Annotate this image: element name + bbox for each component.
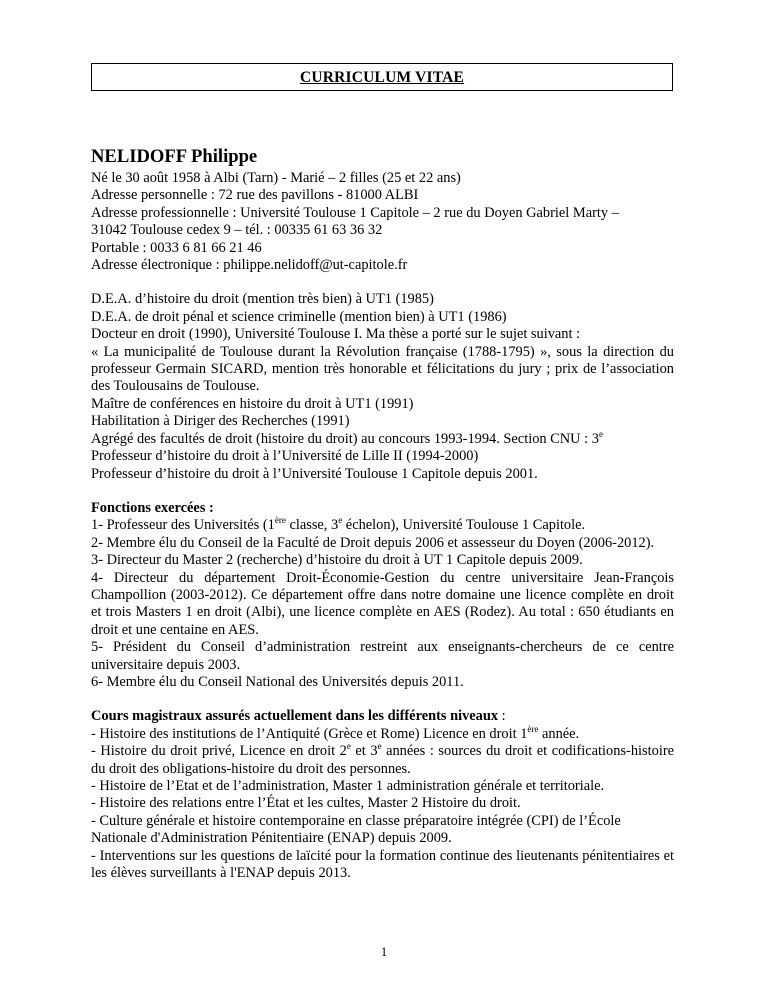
professional-address-line-2: 31042 Toulouse cedex 9 – tél. : 00335 61 63 36 32 bbox=[91, 222, 383, 239]
email-address: Adresse électronique : philippe.nelidoff@ut-capitole.fr bbox=[91, 257, 408, 274]
professional-address-line-1: Adresse professionnelle : Université Toulouse 1 Capitole – 2 rue du Doyen Gabriel Marty – bbox=[91, 204, 619, 221]
education-agrege-text: Agrégé des facultés de droit (histoire du droit) au concours 1993-1994. Section CNU : 3 bbox=[91, 430, 599, 447]
education-doctorate: Docteur en droit (1990), Université Toulouse I. Ma thèse a porté sur le sujet suivant : bbox=[91, 326, 581, 343]
courses-heading-colon: : bbox=[498, 708, 506, 725]
education-toulouse: Professeur d’histoire du droit à l’Université Toulouse 1 Capitole depuis 2001. bbox=[91, 465, 538, 482]
functions-heading bbox=[91, 500, 674, 517]
spacer bbox=[91, 274, 674, 291]
mobile-phone: Portable : 0033 6 81 66 21 46 bbox=[91, 239, 262, 256]
birth-line: Né le 30 août 1958 à Albi (Tarn) - Marié – 2 filles (25 et 22 ans) bbox=[91, 170, 461, 186]
cv-body bbox=[91, 146, 674, 882]
personal-address: Adresse personnelle : 72 rue des pavillons - 81000 ALBI bbox=[91, 187, 419, 204]
courses-heading-text: Cours magistraux assurés actuellement dans les différents niveaux bbox=[91, 708, 499, 725]
course-item-2-a: - Histoire du droit privé, Licence en droit 2 bbox=[91, 743, 347, 760]
education-lille: Professeur d’histoire du droit à l’Université de Lille II (1994-2000) bbox=[91, 448, 479, 465]
superscript: ère bbox=[274, 515, 286, 526]
course-item-5-line-1: - Culture générale et histoire contemporaine en classe préparatoire intégrée (CPI) de l’École bbox=[91, 812, 621, 829]
function-item-2: 2- Membre élu du Conseil de la Faculté de Droit depuis 2006 et assesseur du Doyen (2006-2012). bbox=[91, 534, 655, 551]
course-item-4: - Histoire des relations entre l’État et les cultes, Master 2 Histoire du droit. bbox=[91, 795, 521, 812]
course-item-1-b: année. bbox=[538, 725, 580, 742]
document-title: CURRICULUM VITAE bbox=[91, 63, 673, 91]
function-item-5: 5- Président du Conseil d’administration restreint aux enseignants-chercheurs de ce centre universitaire depuis 2003. bbox=[91, 639, 674, 673]
superscript: ère bbox=[527, 723, 539, 734]
spacer bbox=[91, 691, 674, 708]
function-item-4: 4- Directeur du département Droit-Économie-Gestion du centre universitaire Jean-François Champollion (2003-2012). Ce département offre dans notre domaine une licence complète en droit et trois Masters 1 en droit (Albi), une licence complète en AES (Rodez). Au total : 650 étudiants en droit et une centaine en AES. bbox=[91, 569, 674, 638]
course-item-5-line-2: Nationale d'Administration Pénitentiaire (ENAP) depuis 2009. bbox=[91, 830, 452, 847]
course-item-2-b: et 3 bbox=[350, 743, 378, 760]
course-item-2-c: années : sources du droit et codifications-histoire du droit des obligations-histoire du droit des personnes. bbox=[91, 743, 674, 777]
education-maitre-conferences: Maître de conférences en histoire du droit à UT1 (1991) bbox=[91, 395, 414, 412]
education-dea-criminal: D.E.A. de droit pénal et science criminelle (mention bien) à UT1 (1986) bbox=[91, 308, 507, 325]
functions-heading-colon: : bbox=[205, 499, 214, 516]
spacer bbox=[91, 483, 674, 500]
superscript: e bbox=[346, 741, 351, 752]
functions-heading-text: Fonctions exercées bbox=[91, 499, 206, 516]
superscript: e bbox=[598, 428, 603, 439]
course-item-1 bbox=[91, 723, 674, 743]
education-thesis: « La municipalité de Toulouse durant la Révolution française (1788-1795) », sous la direction du professeur Germain SICARD, mention très honorable et félicitations du jury ; prix de l’association des Toulousains de Toulouse. bbox=[91, 343, 674, 395]
function-item-6: 6- Membre élu du Conseil National des Universités depuis 2011. bbox=[91, 673, 464, 690]
function-item-3: 3- Directeur du Master 2 (recherche) d’histoire du droit à UT 1 Capitole depuis 2009. bbox=[91, 552, 583, 569]
course-item-1-a: - Histoire des institutions de l’Antiquité (Grèce et Rome) Licence en droit 1 bbox=[91, 725, 528, 742]
function-item-1-a: 1- Professeur des Universités (1 bbox=[91, 517, 275, 534]
course-item-3: - Histoire de l’Etat et de l’administration, Master 1 administration générale et territoriale. bbox=[91, 778, 605, 794]
courses-heading bbox=[91, 708, 674, 725]
function-item-1-c: échelon), Université Toulouse 1 Capitole. bbox=[342, 517, 586, 534]
person-name: NELIDOFF Philippe bbox=[91, 146, 258, 167]
page-number: 1 bbox=[380, 945, 388, 959]
superscript: e bbox=[377, 741, 382, 752]
education-agrege bbox=[91, 428, 674, 448]
course-item-6: - Interventions sur les questions de laïcité pour la formation continue des lieutenants pénitentiaires et les élèves surveillants à l'ENAP depuis 2013. bbox=[91, 847, 674, 882]
function-item-1-b: classe, 3 bbox=[285, 517, 339, 534]
education-hdr: Habilitation à Diriger des Recherches (1991) bbox=[91, 413, 350, 430]
course-item-2 bbox=[91, 743, 674, 778]
function-item-1 bbox=[91, 517, 674, 534]
superscript: e bbox=[338, 515, 343, 526]
education-dea-history: D.E.A. d’histoire du droit (mention très bien) à UT1 (1985) bbox=[91, 291, 434, 308]
